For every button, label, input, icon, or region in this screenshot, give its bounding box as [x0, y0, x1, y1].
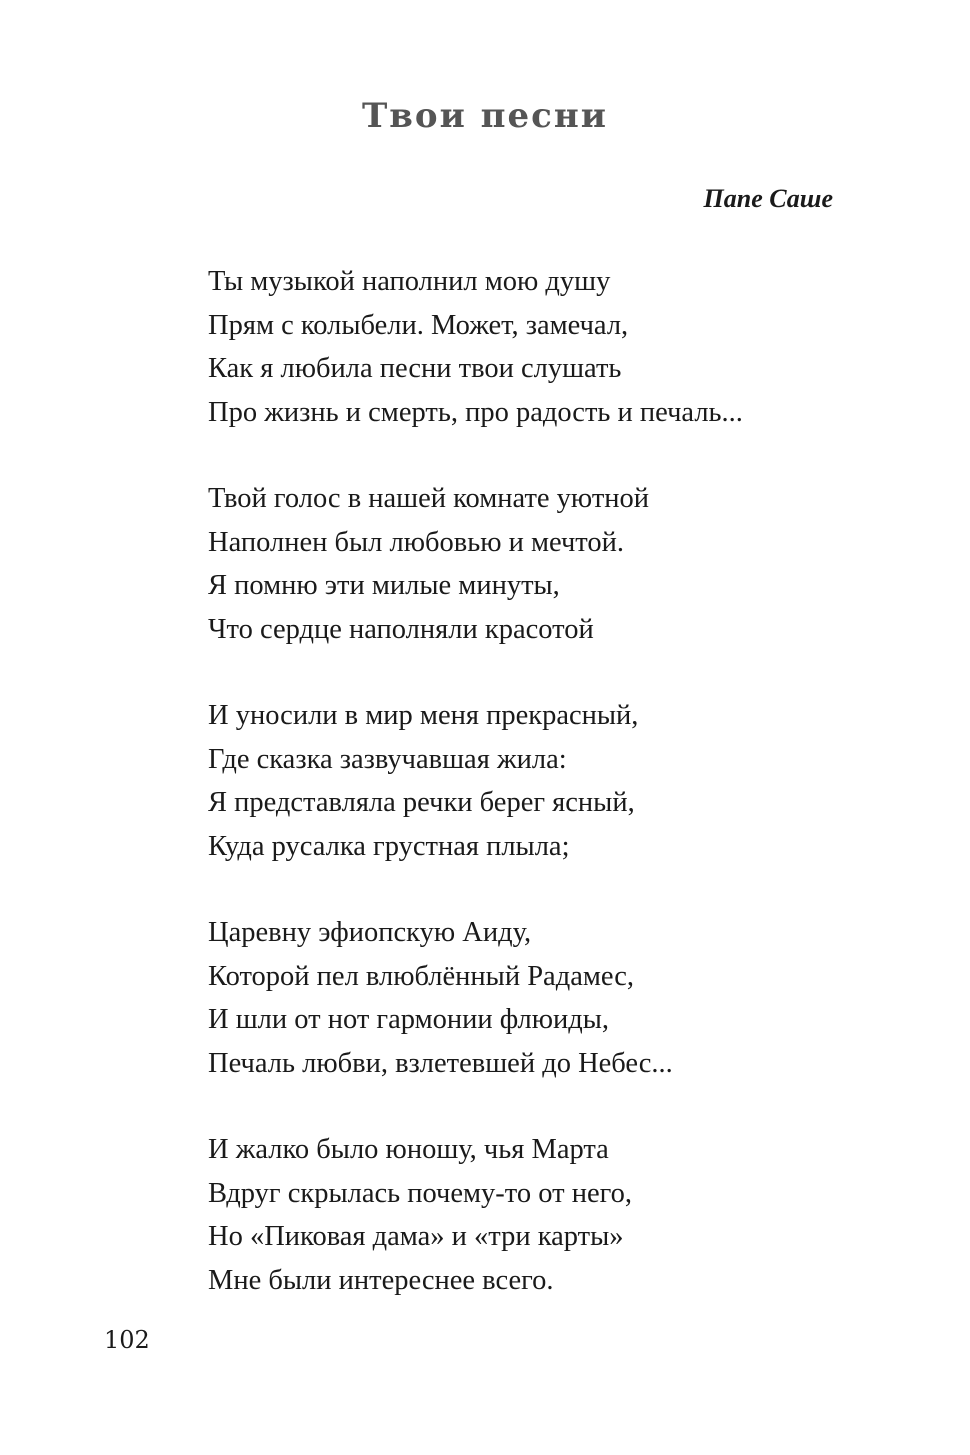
poem-line: Но «Пиковая дама» и «три карты» [208, 1221, 624, 1252]
poem-line: Куда русалка грустная плыла; [208, 830, 570, 862]
poem-title: Твои песни [362, 96, 608, 136]
stanza-3 [208, 694, 743, 868]
dedication: Папе Саше [703, 184, 833, 213]
stanza-2 [208, 477, 743, 651]
poem-line: Которой пел влюблённый Радамес, [208, 960, 635, 992]
poem-line: Твой голос в нашей комнате уютной [208, 483, 650, 514]
poem-line: Прям с колыбели. Может, замечал, [208, 309, 629, 341]
stanza-5 [208, 1128, 743, 1302]
poem-line: И уносили в мир меня прекрасный, [208, 700, 639, 731]
poem-line: Я представляла речки берег ясный, [208, 787, 635, 818]
poem-line: Я помню эти милые минуты, [208, 570, 560, 601]
page-number: 102 [104, 1326, 150, 1354]
poem-line: Как я любила песни твои слушать [208, 353, 622, 384]
poem-line: Что сердце наполняли красотой [208, 613, 594, 645]
poem-line: Наполнен был любовью и мечтой. [208, 526, 625, 558]
poem-line: Мне были интереснее всего. [208, 1264, 554, 1296]
poem-line: Про жизнь и смерть, про радость и печаль... [208, 396, 743, 428]
poem-line: И жалко было юношу, чья Марта [208, 1134, 609, 1165]
poem-body [208, 260, 743, 1345]
stanza-1 [208, 260, 743, 434]
poem-line: И шли от нот гармонии флюиды, [208, 1004, 610, 1035]
poem-line: Вдруг скрылась почему-то от него, [208, 1177, 632, 1209]
poem-line: Печаль любви, взлетевшей до Небес... [208, 1047, 673, 1079]
poem-line: Ты музыкой наполнил мою душу [208, 266, 611, 297]
stanza-4 [208, 911, 743, 1085]
poem-line: Где сказка зазвучавшая жила: [208, 743, 567, 775]
poem-line: Царевну эфиопскую Аиду, [208, 917, 532, 948]
